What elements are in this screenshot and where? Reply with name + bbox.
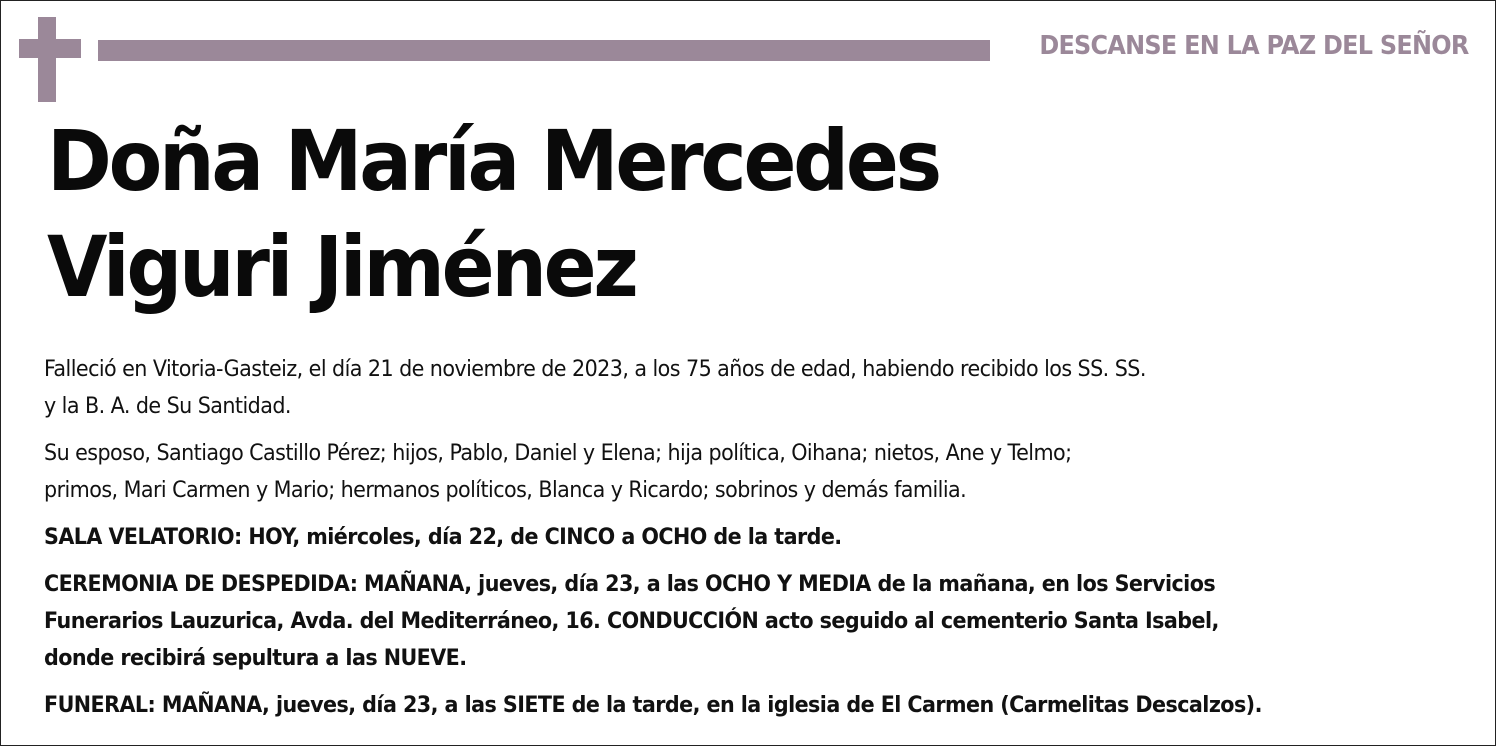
funeral-paragraph xyxy=(44,687,1388,724)
family-line: primos, Mari Carmen y Mario; hermanos políticos, Blanca y Ricardo; sobrinos y demás familia. xyxy=(44,478,967,503)
cross-icon-vertical-bar xyxy=(38,17,56,102)
header-motto: DESCANSE EN LA PAZ DEL SEÑOR xyxy=(1039,31,1469,61)
deceased-name-line2: Viguri Jiménez xyxy=(47,218,636,316)
death-paragraph xyxy=(44,351,1388,425)
deceased-name-line1: Doña María Mercedes xyxy=(47,112,939,210)
header-rule xyxy=(98,40,990,61)
wake-paragraph xyxy=(44,519,1388,556)
notice-body xyxy=(44,351,1388,734)
ceremony-paragraph xyxy=(44,566,1388,677)
family-paragraph xyxy=(44,435,1388,509)
wake-line: SALA VELATORIO: HOY, miércoles, día 22, de CINCO a OCHO de la tarde. xyxy=(44,525,842,550)
ceremony-line: Funerarios Lauzurica, Avda. del Mediterráneo, 16. CONDUCCIÓN acto seguido al cementerio Santa Isabel, xyxy=(44,609,1219,634)
cross-icon-horizontal-bar xyxy=(19,39,81,58)
death-line: Falleció en Vitoria-Gasteiz, el día 21 de noviembre de 2023, a los 75 años de edad, habiendo recibido los SS. SS. xyxy=(44,357,1146,382)
ceremony-line: donde recibirá sepultura a las NUEVE. xyxy=(44,646,467,671)
ceremony-line: CEREMONIA DE DESPEDIDA: MAÑANA, jueves, día 23, a las OCHO Y MEDIA de la mañana, en los Servicios xyxy=(44,572,1216,597)
family-line: Su esposo, Santiago Castillo Pérez; hijos, Pablo, Daniel y Elena; hija política, Oihana; nietos, Ane y Telmo; xyxy=(44,441,1072,466)
funeral-line: FUNERAL: MAÑANA, jueves, día 23, a las SIETE de la tarde, en la iglesia de El Carmen (Carmelitas Descalzos). xyxy=(44,693,1262,718)
death-line: y la B. A. de Su Santidad. xyxy=(44,394,291,419)
